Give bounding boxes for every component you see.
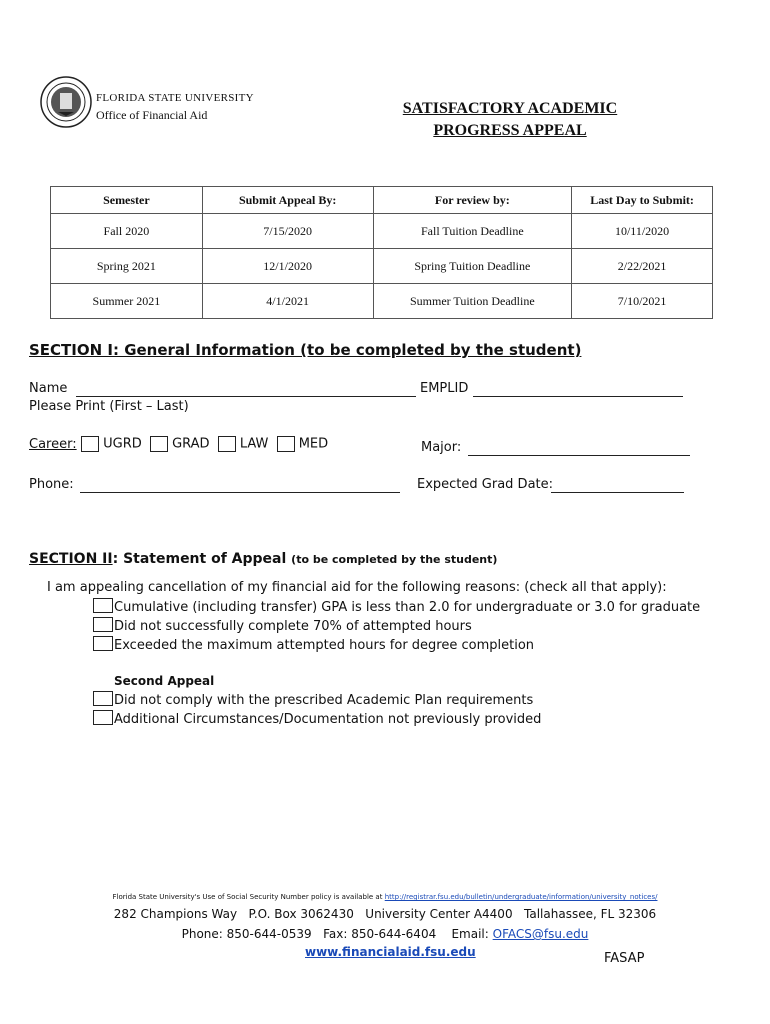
appeal-schedule-table (50, 186, 713, 319)
contact-info (0, 927, 770, 941)
reason-max-hours-checkbox[interactable] (93, 636, 113, 651)
career-law-checkbox[interactable] (218, 436, 236, 452)
second-appeal-heading: Second Appeal (114, 674, 215, 688)
email-link[interactable]: OFACS@fsu.edu (492, 927, 589, 941)
career-option-label: LAW (239, 436, 269, 452)
second-reason-additional-checkbox[interactable] (93, 710, 113, 725)
reason-label: Additional Circumstances/Documentation not previously provided (114, 712, 542, 727)
second-reason-academic-plan-checkbox[interactable] (93, 691, 113, 706)
major-input-line[interactable] (468, 439, 690, 456)
column-header: Semester (51, 187, 203, 214)
table-cell: 12/1/2020 (202, 249, 373, 284)
career-option-label: UGRD (103, 436, 142, 452)
form-title (380, 98, 640, 142)
phone-fax-text: Phone: 850-644-0539 Fax: 850-644-6404 Email: (181, 927, 489, 941)
emplid-label: EMPLID (420, 381, 469, 396)
table-row (51, 249, 713, 284)
reason-label: Did not successfully complete 70% of attempted hours (114, 619, 472, 634)
section-1-heading: SECTION I: General Information (to be completed by the student) (29, 341, 582, 359)
table-cell: 10/11/2020 (572, 214, 713, 249)
list-item (93, 636, 700, 655)
section-2-heading-note: (to be completed by the student) (291, 553, 498, 566)
emplid-input-line[interactable] (473, 381, 683, 397)
table-cell: 7/15/2020 (202, 214, 373, 249)
second-reasons-list (93, 691, 541, 729)
form-title-line-2: PROGRESS APPEAL (433, 122, 587, 139)
reasons-list (93, 598, 700, 655)
ssn-policy-note (0, 893, 770, 901)
career-options (81, 436, 328, 452)
name-label: Name (29, 381, 68, 396)
name-print-hint: Please Print (First – Last) (29, 399, 189, 414)
reason-label: Did not comply with the prescribed Academic Plan requirements (114, 693, 534, 708)
column-header: Last Day to Submit: (572, 187, 713, 214)
table-row (51, 214, 713, 249)
office-address: 282 Champions Way P.O. Box 3062430 University Center A4400 Tallahassee, FL 32306 (113, 907, 657, 921)
ssn-policy-link[interactable]: http://registrar.fsu.edu/bulletin/undergraduate/information/university_notices/ (384, 893, 658, 901)
section-2-heading-main: SECTION II (29, 551, 113, 567)
table-row (51, 284, 713, 319)
table-cell: Spring Tuition Deadline (373, 249, 572, 284)
career-label (29, 437, 77, 452)
university-name: FLORIDA STATE UNIVERSITY (96, 92, 254, 104)
reason-label: Exceeded the maximum attempted hours for degree completion (114, 638, 535, 653)
list-item (93, 598, 700, 617)
table-cell: Spring 2021 (51, 249, 203, 284)
grad-date-input-line[interactable] (551, 477, 684, 493)
reason-label: Cumulative (including transfer) GPA is less than 2.0 for undergraduate or 3.0 for graduate (114, 600, 701, 615)
form-title-line-1: SATISFACTORY ACADEMIC (402, 100, 618, 117)
column-header: For review by: (373, 187, 572, 214)
column-header: Submit Appeal By: (202, 187, 373, 214)
form-code: FASAP (604, 951, 645, 966)
table-cell: Fall 2020 (51, 214, 203, 249)
expected-grad-date-label: Expected Grad Date: (417, 477, 554, 492)
list-item (93, 617, 700, 636)
table-cell: 4/1/2021 (202, 284, 373, 319)
table-cell: Summer 2021 (51, 284, 203, 319)
phone-label: Phone: (29, 477, 74, 492)
career-option-label: MED (298, 436, 329, 452)
table-cell: 2/22/2021 (572, 249, 713, 284)
website-link[interactable]: www.financialaid.fsu.edu (305, 945, 476, 959)
table-cell: 7/10/2021 (572, 284, 713, 319)
section-2-heading (29, 551, 497, 567)
career-ugrd-checkbox[interactable] (81, 436, 99, 452)
career-label-text: Career: (29, 437, 77, 452)
career-option-label: GRAD (172, 436, 210, 452)
career-grad-checkbox[interactable] (150, 436, 168, 452)
appeal-intro: I am appealing cancellation of my financial aid for the following reasons: (check all that apply): (47, 580, 667, 595)
ssn-policy-text: Florida State University's Use of Social Security Number policy is available at (112, 893, 383, 901)
university-seal-logo (40, 76, 92, 128)
table-header-row (51, 187, 713, 214)
reason-completion-checkbox[interactable] (93, 617, 113, 632)
phone-input-line[interactable] (80, 477, 400, 493)
reason-gpa-checkbox[interactable] (93, 598, 113, 613)
name-input-line[interactable] (76, 381, 416, 397)
career-med-checkbox[interactable] (277, 436, 295, 452)
section-2-heading-sub: : Statement of Appeal (112, 551, 287, 567)
office-name: Office of Financial Aid (96, 108, 208, 122)
list-item (93, 691, 541, 710)
list-item (93, 710, 541, 729)
table-cell: Fall Tuition Deadline (373, 214, 572, 249)
table-cell: Summer Tuition Deadline (373, 284, 572, 319)
major-label: Major: (421, 440, 462, 455)
